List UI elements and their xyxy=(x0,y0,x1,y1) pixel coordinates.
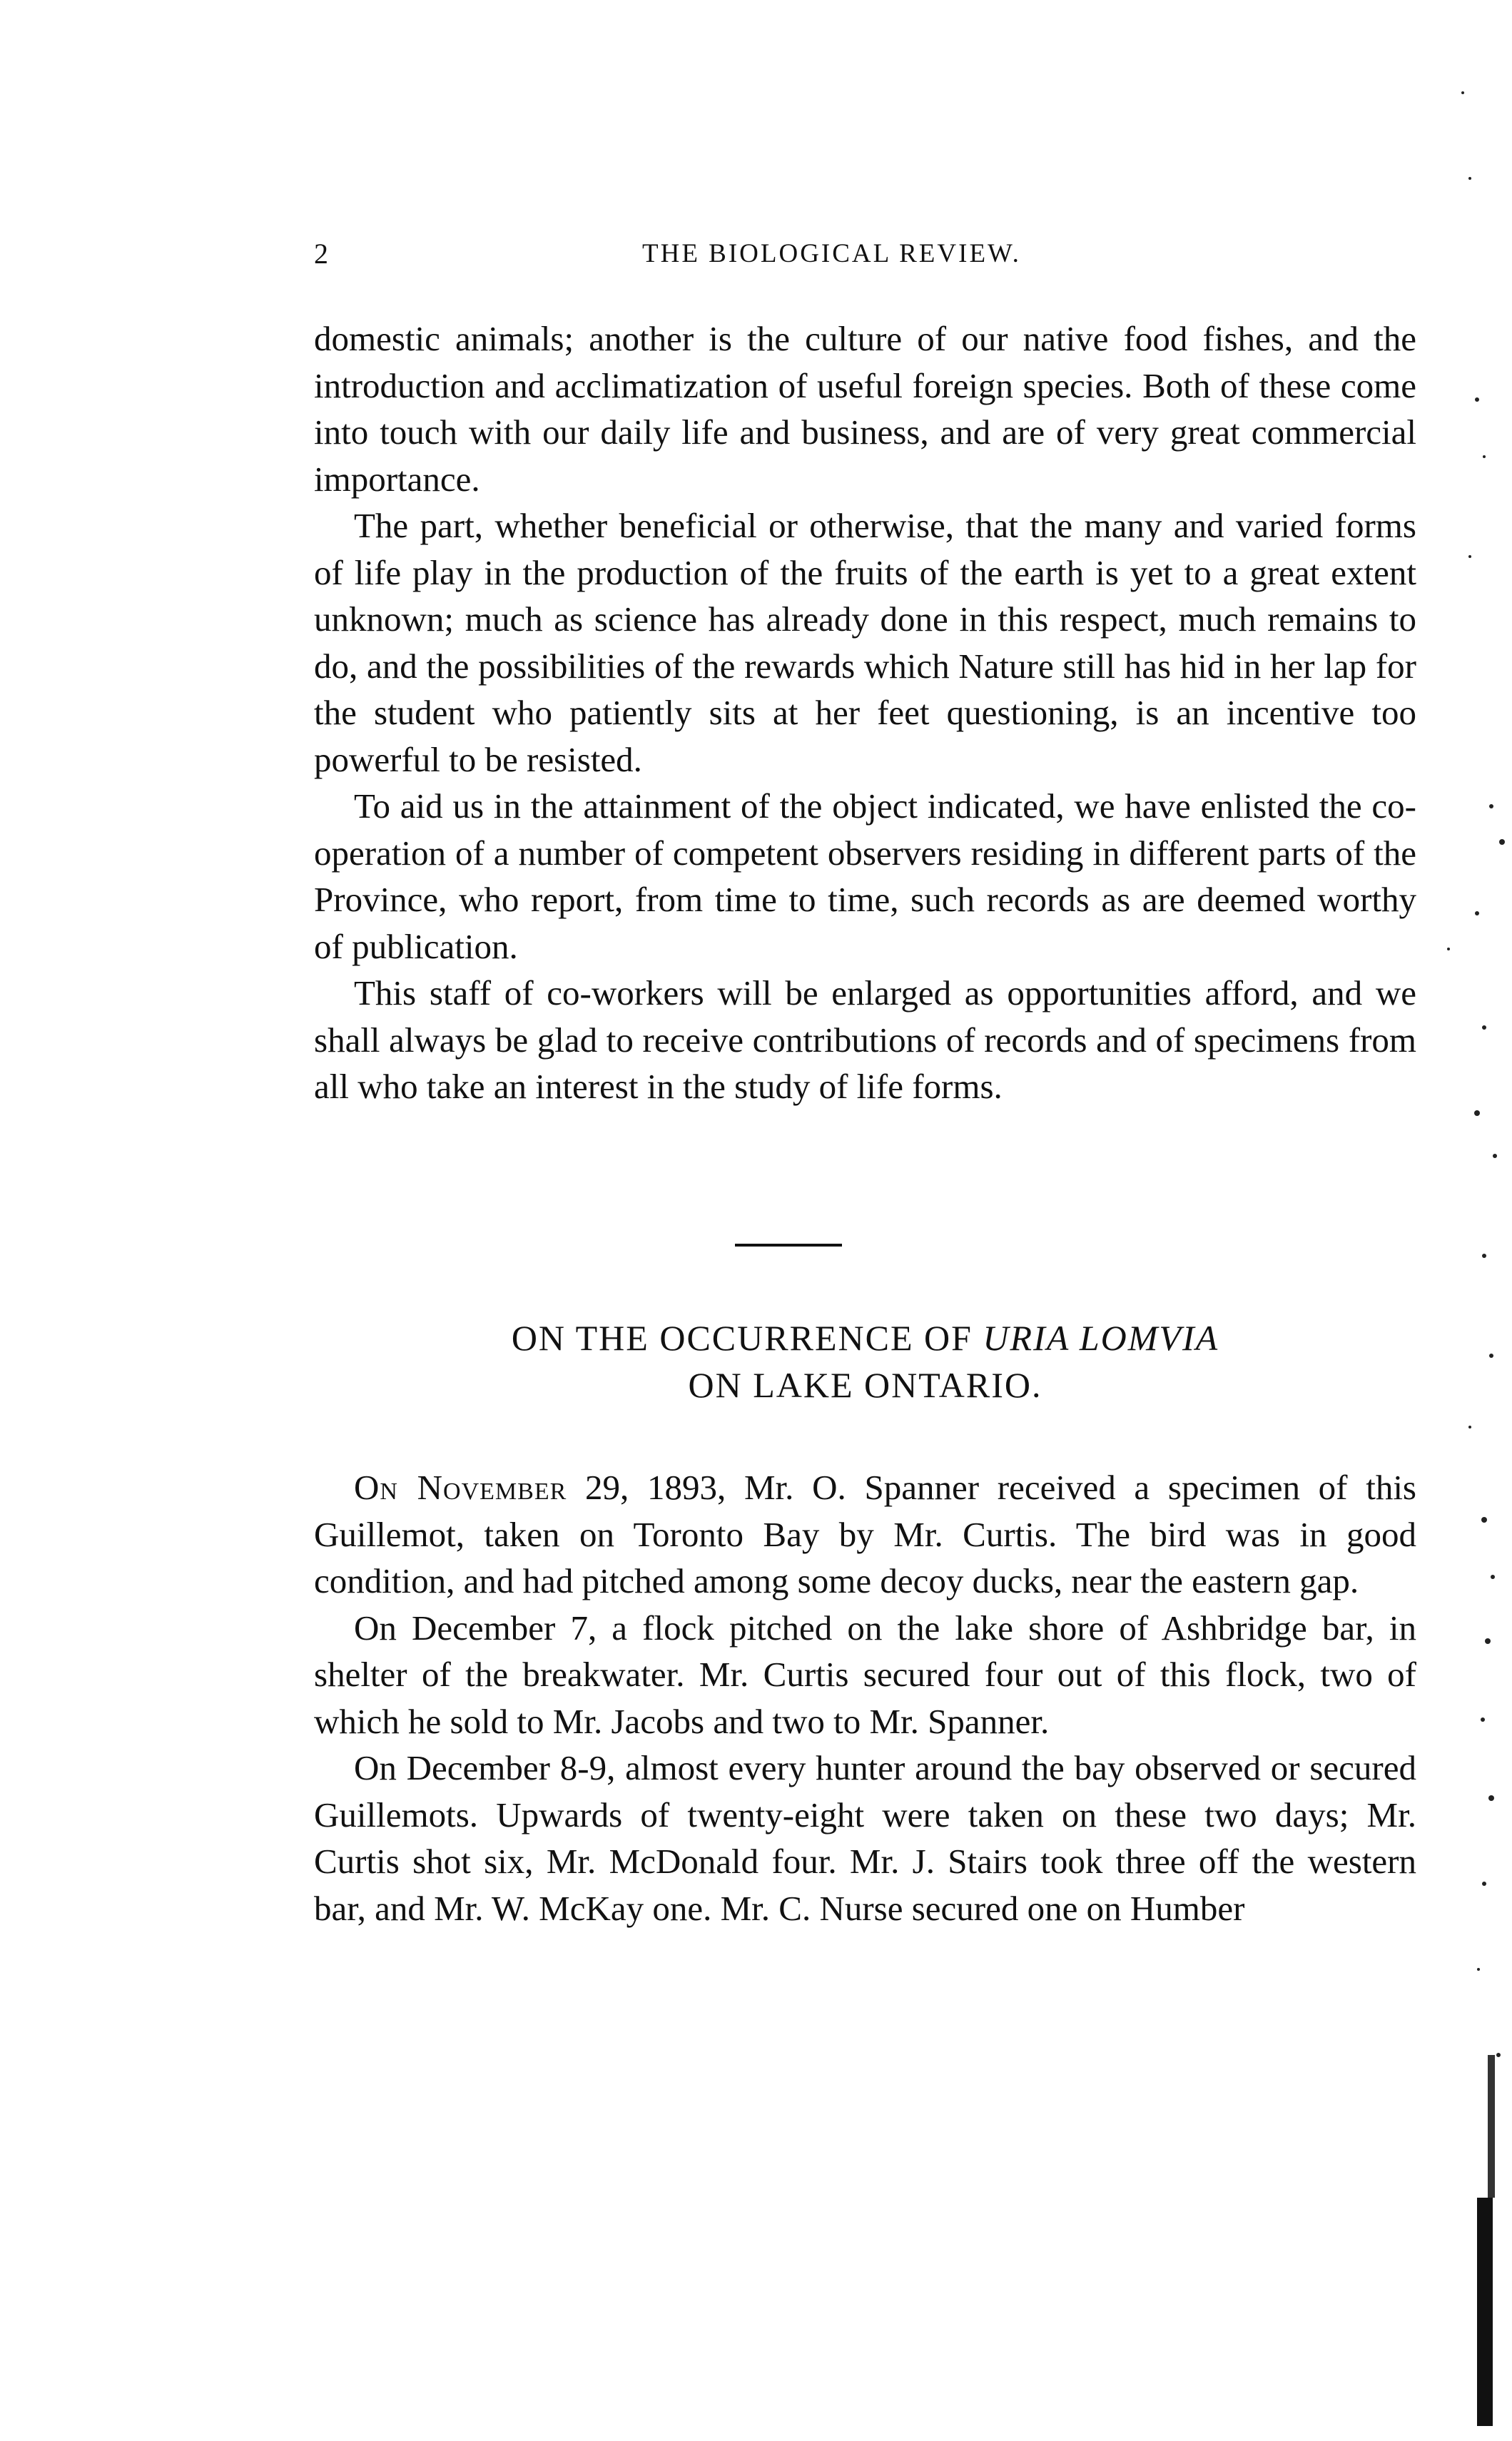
article-title-prefix: ON THE OCCURRENCE OF xyxy=(511,1318,973,1358)
intro-paragraph: The part, whether beneficial or otherwise, that the many and varied forms of life play in the production of the fruits of the earth is yet to a great extent unknown; much as science has already done in this respect, much remains to do, and the possibilities of the rewards which Nature still has hid in her lap for the student who patiently sits at her feet questioning, is an incentive too powerful to be resisted. xyxy=(314,506,1416,779)
intro-paragraph: domestic animals; another is the culture of our native food fishes, and the introduction and acclimatization of useful foreign species. Both of these come into touch with our daily life and business, and are of very great commercial importance. xyxy=(314,319,1416,499)
article-paragraph: On December 7, a flock pitched on the lake shore of Ashbridge bar, in shelter of the breakwater. Mr. Curtis secured four out of this flock, two of which he sold to Mr. Jacobs and two to Mr. Spanner. xyxy=(314,1608,1416,1741)
section-divider-rule xyxy=(735,1244,842,1247)
article-title-line-1 xyxy=(314,1314,1416,1361)
intro-section xyxy=(314,315,1416,1110)
intro-paragraph: This staff of co-workers will be enlarged as opportunities afford, and we shall always be glad to receive contributions of records and of specimens from all who take an interest in the study of life forms. xyxy=(314,973,1416,1106)
article-paragraph: On December 8-9, almost every hunter around the bay observed or secured Guillemots. Upwards of twenty-eight were taken on these two days; Mr. Curtis shot six, Mr. McDonald four. Mr. J. Stairs took three off the western bar, and Mr. W. McKay one. Mr. C. Nurse secured one on Humber xyxy=(314,1748,1416,1928)
article-body xyxy=(314,1464,1416,1932)
intro-paragraph: To aid us in the attainment of the object indicated, we have enlisted the co-operation of a number of competent observers residing in different parts of the Province, who report, from time to time, such records as are deemed worthy of publication. xyxy=(314,786,1416,966)
article-title-line-2: ON LAKE ONTARIO. xyxy=(688,1365,1042,1405)
scan-margin-artifacts xyxy=(1370,0,1512,2441)
article-paragraph-text: 29, 1893, Mr. O. Spanner received a specimen of this Guillemot, taken on Toronto Bay by Mr. Curtis. The bird was in good condition, and had pitched among some decoy ducks, near the eastern gap. xyxy=(314,1468,1417,1600)
scan-noise-graphic xyxy=(1370,0,1512,2441)
running-head xyxy=(314,237,1427,280)
page-number: 2 xyxy=(314,238,329,270)
article-lead-smallcaps: On November xyxy=(354,1468,567,1507)
article-paragraph xyxy=(314,1464,1416,1605)
article-title-species: URIA LOMVIA xyxy=(983,1318,1219,1358)
article-title xyxy=(314,1314,1416,1409)
journal-title: THE BIOLOGICAL REVIEW. xyxy=(642,239,1021,268)
